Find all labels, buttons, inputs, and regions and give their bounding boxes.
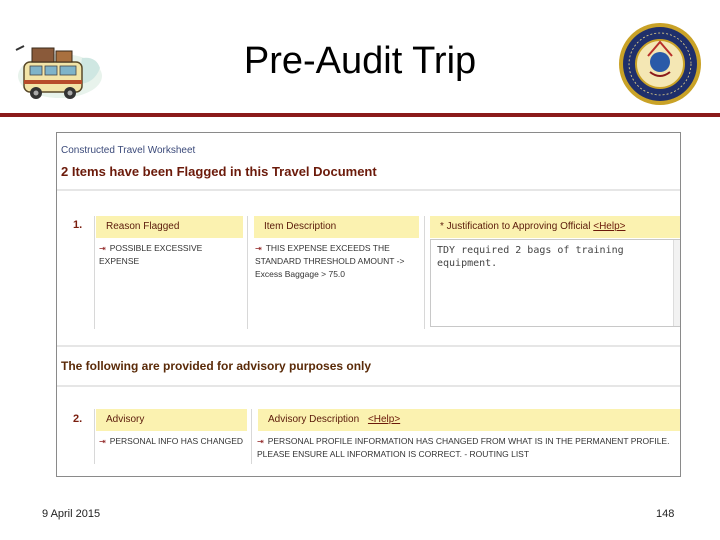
- column-separator: [94, 409, 95, 464]
- description-line: ⇥ THIS EXPENSE EXCEEDS THE: [255, 243, 390, 253]
- description-line: Excess Baggage > 75.0: [255, 269, 346, 279]
- column-header-item-description: Item Description: [253, 216, 419, 238]
- reason-cell: ⇥ POSSIBLE EXCESSIVE EXPENSE: [99, 243, 203, 266]
- travel-worksheet-screenshot: [56, 132, 681, 477]
- justification-textarea[interactable]: [430, 239, 681, 327]
- advisory-description-line: PLEASE ENSURE ALL INFORMATION IS CORRECT. - ROUTING LIST: [257, 449, 530, 459]
- justification-line: equipment.: [437, 258, 498, 269]
- section-divider: [57, 385, 681, 387]
- section-divider: [57, 189, 681, 191]
- row-arrow-icon: ⇥: [257, 437, 264, 446]
- advisory-cell: ⇥ PERSONAL INFO HAS CHANGED: [99, 436, 244, 446]
- advisory-section-title: The following are provided for advisory purposes only: [61, 359, 372, 373]
- row-arrow-icon: ⇥: [99, 244, 106, 253]
- slide-title: Pre-Audit Trip: [243, 40, 477, 82]
- column-header-advisory-description: Advisory Description <Help>: [257, 409, 681, 431]
- slide-date: 9 April 2015: [42, 508, 101, 520]
- column-separator: [94, 216, 95, 329]
- slide-page-number: 148: [656, 508, 675, 520]
- column-separator: [251, 409, 252, 464]
- department-of-the-navy-seal-icon: [618, 22, 702, 106]
- flagged-row-number: 1.: [73, 219, 83, 231]
- column-header-reason: Reason Flagged: [95, 216, 243, 238]
- column-separator: [247, 216, 248, 329]
- advisory-row-number: 2.: [73, 413, 83, 425]
- advisory-help-link[interactable]: <Help>: [367, 414, 401, 425]
- advisory-description-line: ⇥ PERSONAL PROFILE INFORMATION HAS CHANGED FROM WHAT IS IN THE PERMANENT PROFILE.: [257, 436, 670, 446]
- title-divider: [0, 113, 720, 117]
- section-divider: [57, 345, 681, 347]
- justification-line: TDY required 2 bags of training: [437, 245, 624, 256]
- advisory-description-cell: [257, 435, 681, 461]
- description-line: STANDARD THRESHOLD AMOUNT ->: [255, 256, 405, 266]
- column-header-advisory: Advisory: [95, 409, 247, 431]
- flagged-items-title: 2 Items have been Flagged in this Travel Document: [61, 164, 377, 179]
- worksheet-header: Constructed Travel Worksheet: [61, 145, 196, 156]
- justification-help-link[interactable]: <Help>: [593, 221, 626, 232]
- row-arrow-icon: ⇥: [255, 244, 262, 253]
- row-arrow-icon: ⇥: [99, 437, 106, 446]
- textarea-scrollbar[interactable]: [673, 240, 681, 326]
- item-description-cell: [255, 242, 421, 281]
- column-header-justification: * Justification to Approving Official <Help>: [429, 216, 681, 238]
- column-separator: [424, 216, 425, 329]
